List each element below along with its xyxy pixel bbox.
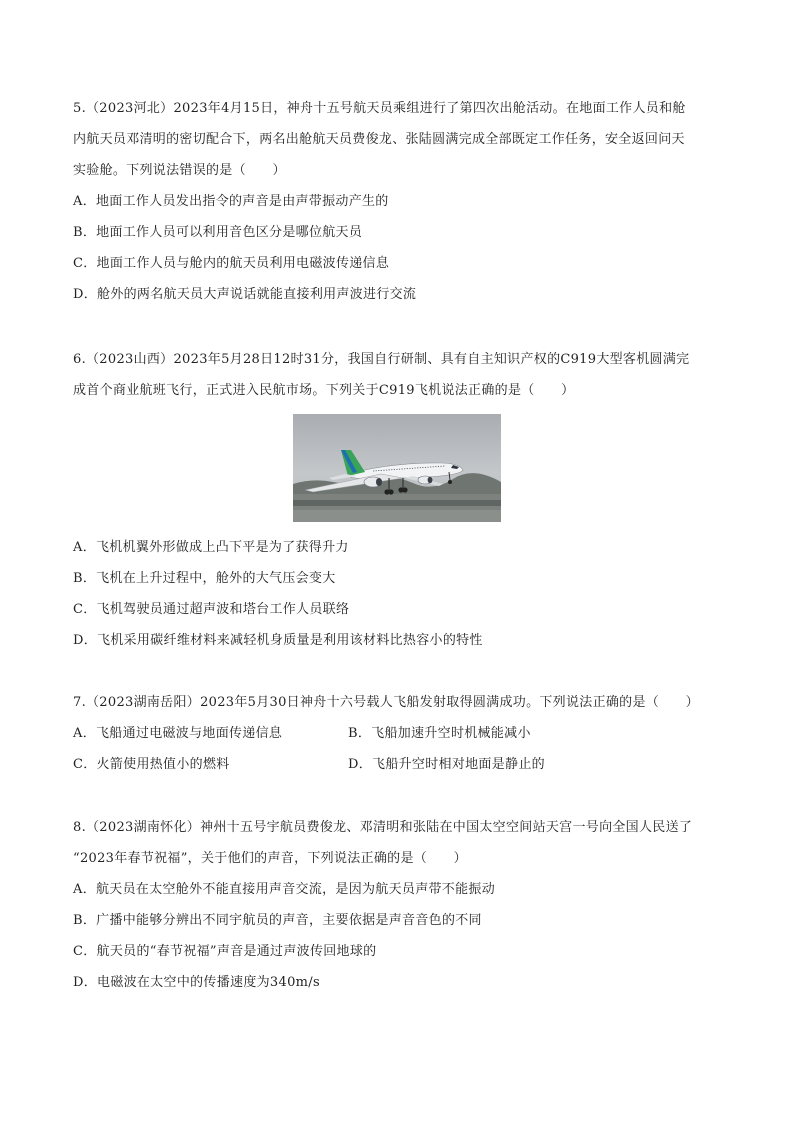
option-c: C．火箭使用热值小的燃料 <box>73 757 230 772</box>
question-6-options <box>73 532 733 656</box>
question-stem-line: 6.（2023山西）2023年5月28日12时31分，我国自行研制、具有自主知识产权的C919大型客机圆满完 <box>73 352 690 367</box>
question-stem-line: 成首个商业航班飞行，正式进入民航市场。下列关于C919飞机说法正确的是（ ） <box>73 383 575 398</box>
options-row <box>73 749 733 780</box>
question-6 <box>73 344 733 406</box>
option-d: D．电磁波在太空中的传播速度为340m/s <box>73 975 320 990</box>
option-a: A．航天员在太空舱外不能直接用声音交流，是因为航天员声带不能振动 <box>73 882 495 897</box>
question-5 <box>73 93 733 310</box>
option-c: C．飞机驾驶员通过超声波和塔台工作人员联络 <box>73 602 350 617</box>
option-b: B．广播中能够分辨出不同宇航员的声音，主要依据是声音音色的不同 <box>73 913 482 928</box>
c919-airplane-photo <box>293 414 501 522</box>
option-a: A．地面工作人员发出指令的声音是由声带振动产生的 <box>73 194 389 209</box>
question-stem-line: 实验舱。下列说法错误的是（ ） <box>73 163 286 178</box>
option-c: C．地面工作人员与舱内的航天员利用电磁波传递信息 <box>73 256 390 271</box>
question-8 <box>73 812 733 998</box>
option-b: B．飞船加速升空时机械能减小 <box>348 726 531 741</box>
option-c: C．航天员的“春节祝福”声音是通过声波传回地球的 <box>73 944 377 959</box>
option-b: B．飞机在上升过程中，舱外的大气压会变大 <box>73 571 336 586</box>
option-d: D．飞船升空时相对地面是静止的 <box>348 757 545 772</box>
question-stem-line: “2023年春节祝福”，关于他们的声音，下列说法正确的是（ ） <box>73 851 467 866</box>
question-stem-line: 8.（2023湖南怀化）神州十五号宇航员费俊龙、邓清明和张陆在中国太空空间站天宫一号向全国人民送了 <box>73 820 693 835</box>
question-7 <box>73 687 733 780</box>
option-a: A．飞船通过电磁波与地面传递信息 <box>73 726 283 741</box>
option-b: B．地面工作人员可以利用音色区分是哪位航天员 <box>73 225 363 240</box>
option-d: D．飞机采用碳纤维材料来减轻机身质量是利用该材料比热容小的特性 <box>73 633 483 648</box>
option-a: A．飞机机翼外形做成上凸下平是为了获得升力 <box>73 540 349 555</box>
question-stem-line: 7.（2023湖南岳阳）2023年5月30日神舟十六号载人飞船发射取得圆满成功。下列说法正确的是（ ） <box>73 695 699 710</box>
question-stem-line: 5.（2023河北）2023年4月15日，神舟十五号航天员乘组进行了第四次出舱活动。在地面工作人员和舱 <box>73 101 686 116</box>
question-stem-line: 内航天员邓清明的密切配合下，两名出舱航天员费俊龙、张陆圆满完成全部既定工作任务，安全返回问天 <box>73 132 685 147</box>
option-d: D．舱外的两名航天员大声说话就能直接利用声波进行交流 <box>73 287 417 302</box>
options-row <box>73 718 733 749</box>
